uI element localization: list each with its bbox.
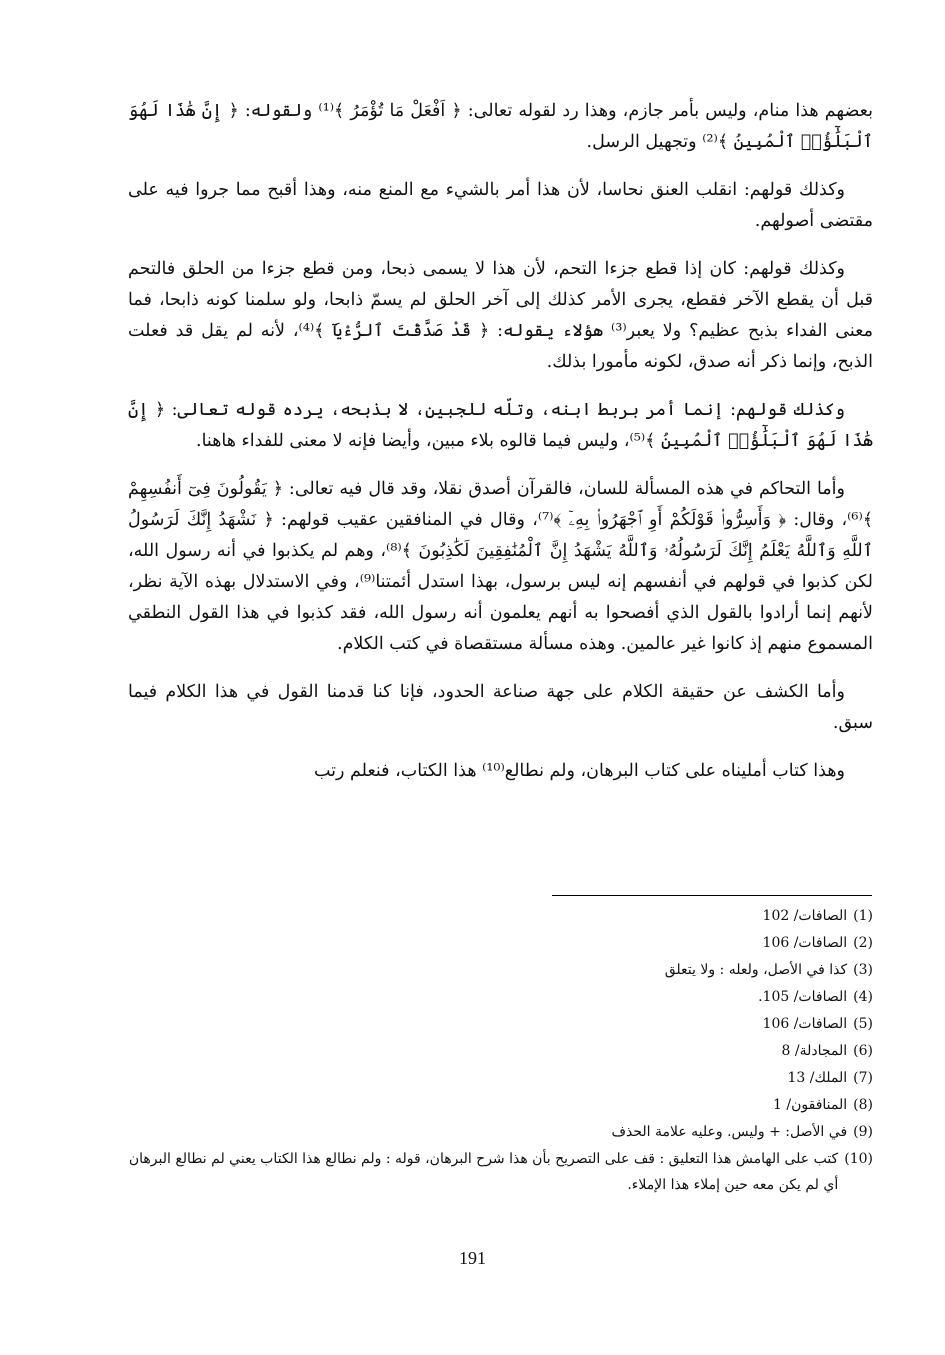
footnote-number: (6) [853,1043,873,1059]
footnote-number: (9) [853,1124,873,1140]
footnote-text: المجادلة/ 8 [781,1043,848,1059]
main-text [128,96,873,804]
footnote-number: (4) [853,989,873,1005]
footnote-text: الصافات/ 106 [762,935,848,951]
paragraph-2: وكذلك قولهم: انقلب العنق نحاسا، لأن هذا أمر بالشيء مع المنع منه، وهذا أقبح مما جروا فيه على مقتضى أصولهم. [128,180,873,231]
footnote-text: الصافات/ 106 [762,1016,848,1032]
footnote-text: كذا في الأصل، ولعله : ولا يتعلق [664,962,848,978]
footnote-number: (1) [853,908,873,924]
footnote-8 [128,1092,873,1119]
footnote-text: المنافقون/ 1 [773,1097,848,1113]
footnote-number: (7) [853,1070,873,1086]
paragraph-6: وأما الكشف عن حقيقة الكلام على جهة صناعة الحدود، فإنا كنا قدمنا القول في هذا الكلام فيما سبق. [128,682,873,733]
paragraph-1: بعضهم هذا منام، وليس بأمر جازم، وهذا رد لقوله تعالى: ﴿ اَفْعَلْ مَا تُؤْمَرُ ﴾⁽¹⁾ ولقوله: ﴿ إِنَّ هَٰذَا لَهُوَ ٱلْبَلَٰٓؤُا۟ ٱلْمُبِينُ ﴾⁽²⁾ وتجهيل الرسل. [128,101,873,152]
footnote-9 [128,1119,873,1146]
footnote-7 [128,1065,873,1092]
footnote-number: (5) [853,1016,873,1032]
footnote-text: الملك/ 13 [787,1070,848,1086]
footnote-1 [128,903,873,930]
footnote-number: (3) [853,962,873,978]
paragraph-5: وأما التحاكم في هذه المسألة للسان، فالقرآن أصدق نقلا، وقد قال فيه تعالى: ﴿ يَقُولُونَ فِىٓ أَنفُسِهِمْ ﴾⁽⁶⁾، وقال: ﴿ وَأَسِرُّوا۟ قَوْلَكُمْ أَوِ ٱجْهَرُوا۟ بِهِۦٓ ﴾⁽⁷⁾، وقال في المنافقين عقيب قولهم: ﴿ نَشْهَدُ إِنَّكَ لَرَسُولُ ٱللَّهِ وَٱللَّهُ يَعْلَمُ إِنَّكَ لَرَسُولُهُۥ وَٱللَّهُ يَشْهَدُ إِنَّ ٱلْمُنَٰفِقِينَ لَكَٰذِبُونَ ﴾⁽⁸⁾، وهم لم يكذبوا في أنه رسول الله، لكن كذبوا في قولهم في أنفسهم إنه ليس برسول، بهذا استدل أئمتنا⁽⁹⁾، وفي الاستدلال بهذه الآية نظر، لأنهم إنما أرادوا بالقول الذي أفصحوا به أنهم يعلمون أنه رسول الله، فقد كذبوا في هذا القول النطقي المسموع منهم إذ كانوا غير عالمين. وهذه مسألة مستقصاة في كتب الكلام. [128,479,873,654]
footnote-text: في الأصل: + وليس. وعليه علامة الحذف [611,1124,848,1140]
footnote-number: (8) [853,1097,873,1113]
footnote-number: (10) [844,1151,873,1167]
footnote-4 [128,984,873,1011]
paragraph-4: وكذلك قولهم: إنما أمر بربط ابنه، وتلّه للجبين، لا بذبحه، يرده قوله تعالى: ﴿ إِنَّ هَٰذَا لَهُوَ ٱلْبَلَٰٓؤُا۟ ٱلْمُبِينُ ﴾⁽⁵⁾، وليس فيما قالوه بلاء مبين، وأيضا فإنه لا معنى للفداء هاهنا. [128,400,873,451]
footnote-2 [128,930,873,957]
footnote-divider [552,895,872,896]
footnote-5 [128,1011,873,1038]
footnote-text: الصافات/ 105. [758,989,848,1005]
footnotes-list [128,903,873,1198]
footnote-6 [128,1038,873,1065]
footnote-10 [128,1146,873,1198]
page-number: 191 [459,1248,486,1268]
footnote-text: كتب على الهامش هذا التعليق : قف على التصريح بأن هذا شرح البرهان، قوله : ولم نطالع هذا الكتاب يعني لم نطالع البرهان أي لم يكن معه حين إملاء هذا الإملاء. [128,1151,839,1193]
footnote-number: (2) [853,935,873,951]
paragraph-3: وكذلك قولهم: كان إذا قطع جزءا التحم، لأن هذا لا يسمى ذبحا، ومن قطع جزءا من الحلق فالتحم قبل أن يقطع الآخر فقطع، يجرى الأمر كذلك إلى آخر الحلق لم يسمّ ذابحا، ولو سلمنا كونه ذابحا، فما معنى الفداء بذبح عظيم؟ ولا يعبر⁽³⁾ هؤلاء يقوله: ﴿ قَدْ صَدَّقْتَ ٱلرُّءْيَآ ﴾⁽⁴⁾، لأنه لم يقل قد فعلت الذبح، وإنما ذكر أنه صدق، لكونه مأمورا بذلك. [128,259,873,372]
footnote-3 [128,957,873,984]
paragraph-7: وهذا كتاب أمليناه على كتاب البرهان، ولم نطالع⁽¹⁰⁾ هذا الكتاب، فنعلم رتب [313,761,845,781]
footnote-text: الصافات/ 102 [762,908,848,924]
